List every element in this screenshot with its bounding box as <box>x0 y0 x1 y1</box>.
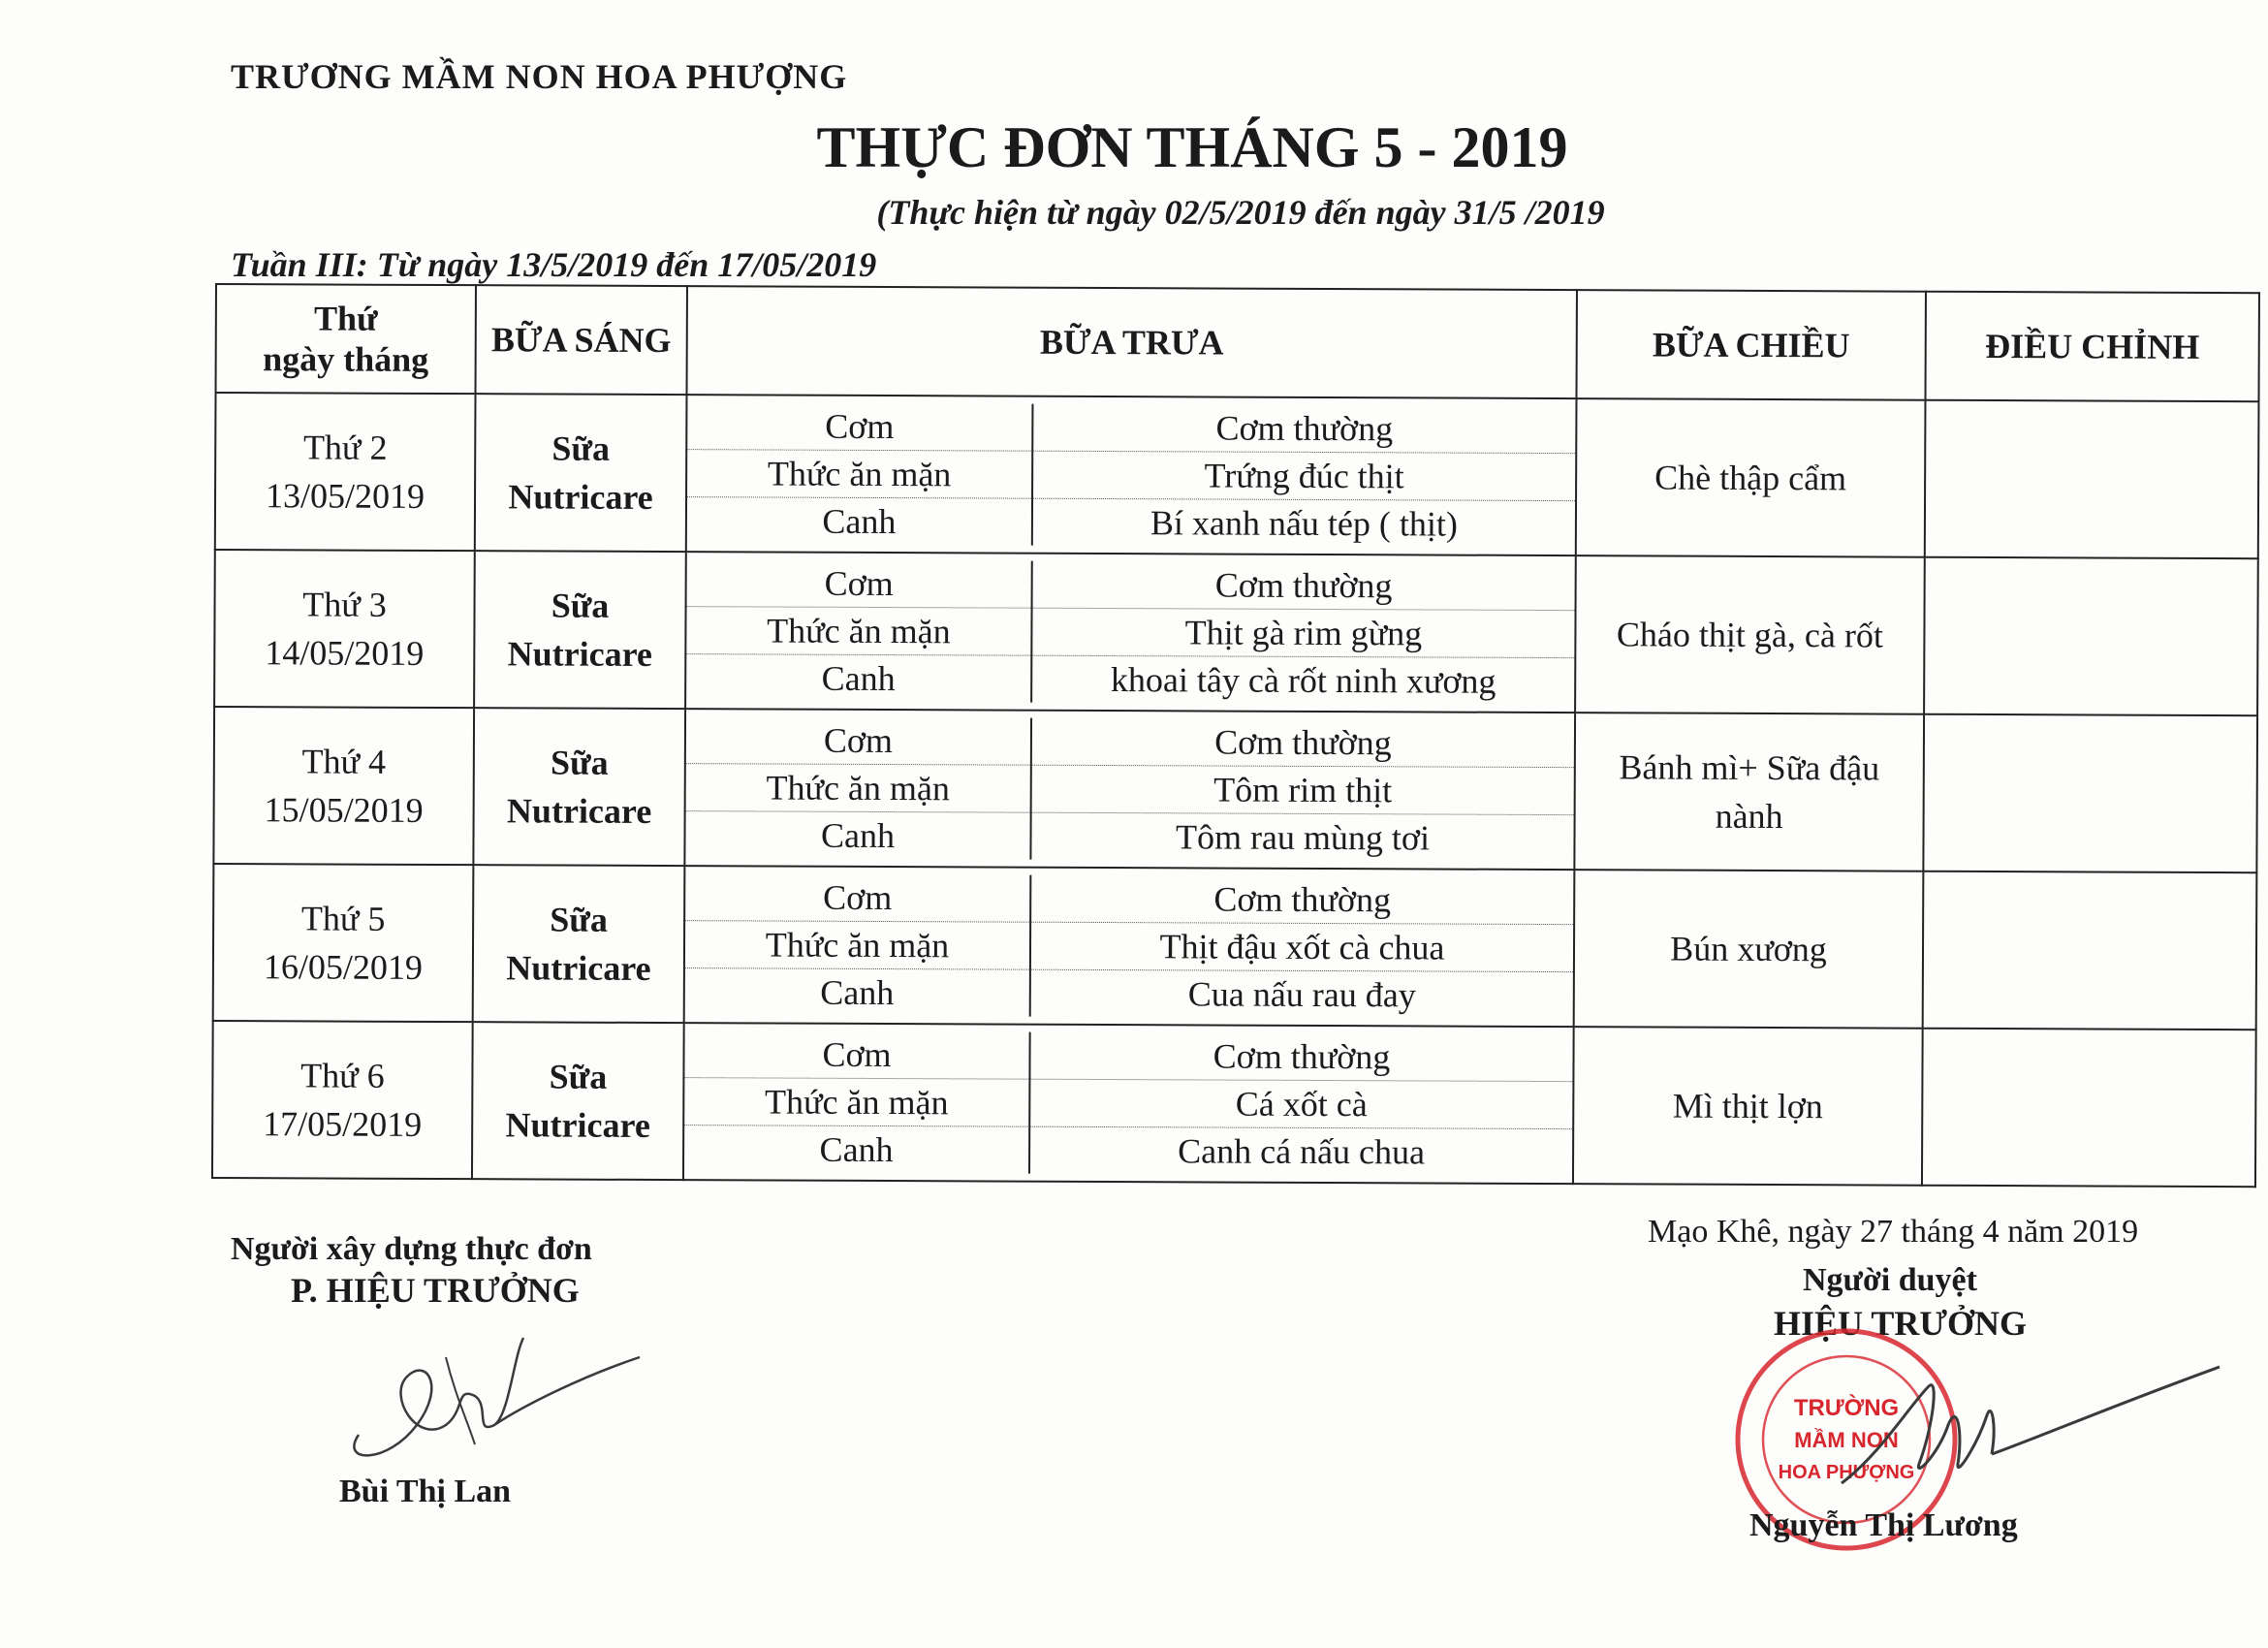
lunch-item: Tôm rim thịt <box>1031 765 1574 814</box>
day-cell <box>214 550 475 708</box>
afternoon-cell <box>1574 870 1924 1029</box>
date-label: 14/05/2019 <box>265 633 425 673</box>
builder-role: Người xây dựng thực đơn <box>231 1231 592 1267</box>
svg-text:HOA PHƯỢNG: HOA PHƯỢNG <box>1778 1462 1915 1483</box>
day-label: Thứ 6 <box>300 1056 385 1095</box>
afternoon-line1: Cháo thịt gà, cà rốt <box>1616 615 1883 655</box>
lunch-label: Cơm <box>685 873 1030 922</box>
breakfast-cell <box>473 865 685 1023</box>
afternoon-cell <box>1576 398 1926 557</box>
approver-role: Người duyệt <box>1803 1262 1977 1298</box>
date-label: 13/05/2019 <box>265 476 425 516</box>
adjust-cell <box>1923 714 2257 872</box>
adjust-cell <box>1925 400 2259 558</box>
afternoon-line1: Chè thập cẩm <box>1654 458 1847 498</box>
breakfast-line2: Nutricare <box>507 634 653 674</box>
adjust-cell <box>1922 1029 2256 1187</box>
lunch-inner-table <box>687 402 1576 548</box>
signature-right-icon <box>1822 1347 2229 1512</box>
builder-name: Bùi Thị Lan <box>339 1474 512 1509</box>
lunch-cell <box>684 866 1575 1027</box>
date-label: 17/05/2019 <box>263 1104 423 1144</box>
lunch-cell <box>685 552 1576 713</box>
lunch-item: Cơm thường <box>1030 875 1573 925</box>
lunch-item: Cá xốt cà <box>1029 1079 1572 1128</box>
lunch-inner-table <box>686 559 1575 705</box>
header-breakfast: BỮA SÁNG <box>476 285 687 395</box>
menu-table <box>211 283 2260 1188</box>
header-afternoon: BỮA CHIỀU <box>1576 290 1925 400</box>
lunch-label: Thức ăn mặn <box>687 450 1032 499</box>
breakfast-line2: Nutricare <box>505 1105 650 1145</box>
breakfast-cell <box>474 551 686 709</box>
lunch-item: Cơm thường <box>1032 561 1575 611</box>
afternoon-cell <box>1574 713 1924 872</box>
header-day-line1: Thứ <box>313 299 378 338</box>
adjust-cell <box>1923 872 2257 1030</box>
lunch-label: Cơm <box>687 559 1032 608</box>
lunch-inner-table <box>685 716 1574 862</box>
lunch-label: Thức ăn mặn <box>684 1078 1029 1127</box>
document-title: THỰC ĐƠN THÁNG 5 - 2019 <box>816 115 1568 179</box>
table-row <box>212 1021 2256 1187</box>
lunch-item: Cua nấu rau đay <box>1187 974 1416 1015</box>
header-day <box>216 284 476 394</box>
lunch-item: Tôm rau mùng tơi <box>1175 817 1431 858</box>
day-label: Thứ 5 <box>300 899 386 938</box>
header-row <box>216 284 2259 401</box>
lunch-label: Cơm <box>687 402 1032 451</box>
school-name: TRƯƠNG MẦM NON HOA PHƯỢNG <box>231 57 848 96</box>
breakfast-line1: Sữa <box>549 1057 608 1096</box>
day-cell <box>213 707 474 865</box>
table-row <box>213 707 2257 872</box>
lunch-label: Thức ăn mặn <box>685 921 1030 970</box>
afternoon-cell <box>1573 1027 1923 1186</box>
header-lunch: BỮA TRƯA <box>687 286 1577 398</box>
lunch-cell <box>684 709 1575 870</box>
lunch-label: Canh <box>685 968 1030 1017</box>
svg-text:MẦM NON: MẦM NON <box>1794 1428 1899 1452</box>
breakfast-line1: Sữa <box>551 586 610 625</box>
breakfast-line1: Sữa <box>550 900 609 939</box>
day-cell <box>212 1021 473 1179</box>
table-row <box>214 550 2258 715</box>
lunch-item: Cơm thường <box>1031 718 1574 768</box>
lunch-cell <box>683 1023 1574 1184</box>
afternoon-line2: nành <box>1715 796 1783 837</box>
afternoon-line1: Mì thịt lợn <box>1672 1086 1823 1126</box>
date-label: 15/05/2019 <box>264 790 424 830</box>
lunch-item: Bí xanh nấu tép ( thịt) <box>1150 503 1458 544</box>
afternoon-line1: Bún xương <box>1670 929 1827 969</box>
lunch-item: Canh cá nấu chua <box>1178 1131 1426 1172</box>
lunch-label: Cơm <box>684 1030 1029 1079</box>
builder-title: P. HIỆU TRƯỞNG <box>291 1271 580 1310</box>
dateline: Mạo Khê, ngày 27 tháng 4 năm 2019 <box>1648 1214 2139 1250</box>
lunch-item: Cơm thường <box>1029 1032 1572 1082</box>
breakfast-line1: Sữa <box>551 428 611 468</box>
week-label: Tuần III: Từ ngày 13/5/2019 đến 17/05/2019 <box>231 245 877 284</box>
breakfast-cell <box>475 394 687 552</box>
day-cell <box>215 393 476 551</box>
breakfast-line2: Nutricare <box>506 791 652 831</box>
lunch-item: Thịt đậu xốt cà chua <box>1030 922 1573 971</box>
lunch-label: Canh <box>685 811 1030 860</box>
lunch-label: Thức ăn mặn <box>686 607 1031 656</box>
table-row <box>213 864 2257 1030</box>
lunch-inner-table <box>685 873 1574 1019</box>
lunch-label: Cơm <box>686 716 1031 765</box>
lunch-label: Canh <box>686 654 1031 703</box>
document-subtitle: (Thực hiện từ ngày 02/5/2019 đến ngày 31/5 /2019 <box>876 193 1605 232</box>
header-day-line2: ngày tháng <box>263 339 429 379</box>
breakfast-cell <box>473 708 685 866</box>
approver-name: Nguyễn Thị Lương <box>1749 1507 2018 1543</box>
breakfast-line2: Nutricare <box>506 948 651 988</box>
afternoon-line1: Bánh mì+ Sữa đậu <box>1619 747 1880 788</box>
afternoon-cell <box>1575 555 1925 714</box>
breakfast-line2: Nutricare <box>508 477 653 517</box>
day-label: Thứ 2 <box>302 428 388 467</box>
adjust-cell <box>1924 557 2258 715</box>
day-label: Thứ 3 <box>302 585 387 624</box>
breakfast-cell <box>472 1022 684 1180</box>
lunch-item: khoai tây cà rốt ninh xương <box>1110 660 1496 701</box>
day-label: Thứ 4 <box>301 742 387 781</box>
lunch-cell <box>686 395 1577 555</box>
lunch-item: Cơm thường <box>1032 404 1575 454</box>
lunch-item: Thịt gà rim gừng <box>1031 608 1574 657</box>
lunch-label: Canh <box>687 497 1032 546</box>
signature-left-icon <box>330 1318 649 1474</box>
lunch-label: Canh <box>684 1125 1029 1174</box>
date-label: 16/05/2019 <box>263 947 424 987</box>
svg-text:TRƯỜNG: TRƯỜNG <box>1793 1395 1900 1421</box>
lunch-label: Thức ăn mặn <box>686 764 1031 813</box>
table-row <box>215 393 2259 558</box>
header-adjust: ĐIỀU CHỈNH <box>1925 292 2258 401</box>
breakfast-line1: Sữa <box>550 743 609 782</box>
approver-title: HIỆU TRƯỞNG <box>1774 1304 2028 1343</box>
day-cell <box>213 864 474 1022</box>
lunch-inner-table <box>684 1030 1573 1176</box>
lunch-item: Trứng đúc thịt <box>1032 451 1575 500</box>
